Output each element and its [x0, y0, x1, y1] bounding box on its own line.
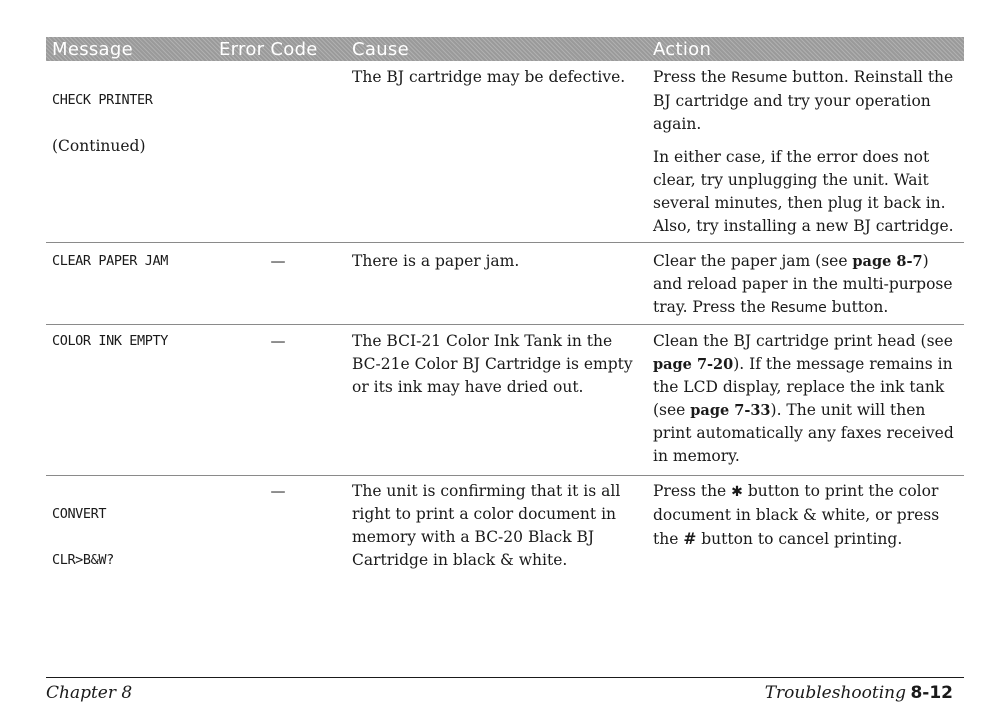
cause-cell: The unit is confirming that it is all right to print a color document in memory with a BC-20 Black BJ Cartridge in black & white. [352, 482, 621, 569]
pound-key-label: # [683, 529, 697, 548]
footer-chapter: Chapter 8 [46, 683, 133, 703]
header-error-code: Error Code [219, 39, 318, 60]
cause-cell: There is a paper jam. [352, 252, 520, 270]
action-text: Press the [653, 482, 732, 500]
row-divider [46, 324, 964, 325]
table-row [46, 330, 964, 470]
page-reference: page 7-33 [690, 402, 771, 419]
table-row [46, 66, 964, 240]
message-text: CHECK PRINTER [52, 92, 153, 108]
row-divider [46, 475, 964, 476]
action-text: ) and reload paper in the multi-purpose tray. Press the [653, 252, 953, 316]
resume-button-label: Resume [770, 300, 827, 316]
message-cell [52, 480, 114, 595]
message-subtext: CLR>B&W? [52, 552, 114, 568]
message-text: CONVERT [52, 506, 107, 522]
action-text: button. [826, 298, 889, 316]
action-cell [653, 480, 958, 551]
action-text: button. Reinstall the BJ cartridge and try your operation again. [653, 68, 954, 133]
header-cause: Cause [352, 39, 409, 60]
header-message: Message [52, 39, 133, 60]
action-text: button to print the color document in black & white, or press the [653, 482, 940, 548]
message-text: COLOR INK EMPTY [52, 333, 168, 349]
message-text: CLEAR PAPER JAM [52, 253, 168, 269]
footer-section: Troubleshooting [764, 683, 906, 703]
action-text: button to cancel printing. [696, 530, 903, 548]
error-code-cell: — [270, 482, 286, 500]
table-header [46, 37, 964, 61]
page-reference: page 8-7 [852, 253, 923, 270]
resume-button-label: Resume [731, 70, 788, 86]
row-divider [46, 242, 964, 243]
action-paragraph: In either case, if the error does not clear, try unplugging the unit. Wait several minutes, then plug it back in. Also, try installing a new BJ cartridge. [653, 148, 954, 235]
cause-cell: The BCI-21 Color Ink Tank in the BC-21e Color BJ Cartridge is empty or its ink may have dried out. [352, 332, 633, 396]
action-cell [653, 250, 958, 320]
action-cell [653, 330, 958, 468]
action-paragraph [653, 66, 958, 136]
action-cell [653, 66, 958, 238]
message-cell [52, 66, 152, 181]
star-key-icon: ✱ [731, 484, 743, 500]
error-code-cell: — [270, 252, 286, 270]
message-subtext: (Continued) [52, 137, 146, 155]
action-text: Press the [653, 68, 732, 86]
cause-cell: The BJ cartridge may be defective. [352, 68, 626, 86]
action-text: ). The unit will then print automatically any faxes received in memory. [653, 401, 954, 465]
table-row [46, 250, 964, 320]
page-number: 8-12 [910, 683, 953, 703]
table-row [46, 480, 964, 580]
header-action: Action [653, 39, 712, 60]
footer-rule [46, 677, 964, 678]
error-code-cell: — [270, 332, 286, 350]
page-reference: page 7-20 [653, 356, 734, 373]
action-text: Clear the paper jam (see [653, 252, 853, 270]
action-text: Clean the BJ cartridge print head (see [653, 332, 953, 350]
action-text: ). If the message remains in the LCD display, replace the ink tank (see [653, 355, 953, 419]
